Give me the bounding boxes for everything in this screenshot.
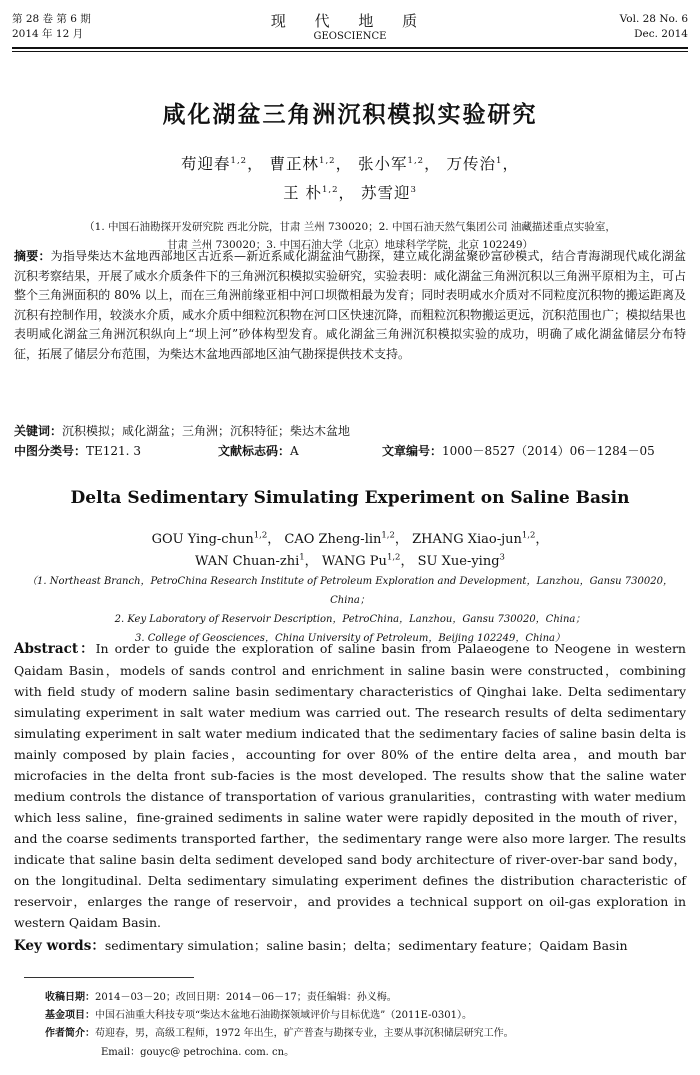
footnote-received xyxy=(45,989,680,1007)
author-affil-mark: 1 xyxy=(496,155,503,166)
header-volume-en: Vol. 28 No. 6 xyxy=(619,13,688,25)
header-date-cn: 2014 年 12 月 xyxy=(12,28,84,40)
author-separator: ， xyxy=(267,532,281,547)
header-rule-thin xyxy=(12,51,688,52)
author-name-en: WAN Chuan-zhi xyxy=(195,554,300,569)
abstract-en-text: In order to guide the exploration of saline basin from Palaeogene to Neogene in western Qaidam Basin，models of sands control and enrichment in saline basin were constructed，combining with field study of modern saline basin sedimentary characteristics of Qinghai lake. Delta sedimentary simulating experiment in salt water medium was carried out. The research results of delta sedimentary simulating experiment in salt water medium indicated that the sedimentary facies of saline basin delta is mainly composed by plain facies，accounting for over 80% of the entire delta area，and mouth bar microfacies in the delta front sub-facies is the most developed. The results show that the saline water medium controls the distance of transportation of various granularities，contrasting with water medium which less saline，fine-grained sediments in saline water were rapidly deposited in the mouth of river，and the coarse sediments transported farther，the sedimentary range were also more larger. The results indicate that saline basin delta sediment developed sand body architecture of river-over-bar sand body，on the longitudinal. Delta sedimentary simulating experiment defines the distribution characteristic of reservoir，enlarges the range of reservoir，and provides a technical support on oil-gas exploration in western Qaidam Basin. xyxy=(14,641,686,930)
clc-value: TE121. 3 xyxy=(86,444,141,458)
keywords-cn xyxy=(14,422,686,441)
doc-code-label: 文献标志码： xyxy=(218,444,291,458)
author-name-en: SU Xue-ying xyxy=(417,554,500,569)
author-affil-mark: 1,2 xyxy=(322,184,339,195)
author-separator: ， xyxy=(335,155,353,173)
author-separator: ， xyxy=(338,184,356,202)
author-separator: ， xyxy=(424,155,441,173)
author-name: 王 朴 xyxy=(283,184,322,202)
author-separator: ， xyxy=(502,155,519,173)
abstract-cn-label: 摘要： xyxy=(14,249,51,263)
footnote-received-label: 收稿日期： xyxy=(45,992,95,1003)
author-name: 苟迎春 xyxy=(181,155,231,173)
author-separator: ， xyxy=(247,155,264,173)
paper-title-cn: 咸化湖盆三角洲沉积模拟实验研究 xyxy=(162,102,538,128)
abstract-cn xyxy=(14,247,686,364)
author-name: 苏雪迎 xyxy=(360,184,411,202)
keywords-en-label: Key words： xyxy=(14,938,105,954)
document-code xyxy=(218,442,299,461)
journal-name-en: GEOSCIENCE xyxy=(313,31,387,42)
authors-en-line2 xyxy=(0,550,700,569)
header-volume-cn: 第 28 卷 第 6 期 xyxy=(12,13,91,25)
author-name-en: GOU Ying-chun xyxy=(151,532,254,547)
abstract-en-label: Abstract： xyxy=(14,641,96,657)
header-rule-thick xyxy=(12,47,688,49)
author-name: 张小军 xyxy=(358,155,408,173)
footnote-rule xyxy=(24,977,194,978)
keywords-cn-label: 关键词： xyxy=(14,424,63,438)
author-name-en: ZHANG Xiao-jun xyxy=(412,532,522,547)
author-name-en: WANG Pu xyxy=(321,554,387,569)
paper-title-en: Delta Sedimentary Simulating Experiment on Saline Basin xyxy=(70,488,630,508)
author-affil-mark: 1 xyxy=(299,552,305,563)
article-number xyxy=(382,442,655,461)
author-affil-mark: 1,2 xyxy=(407,155,425,166)
author-separator: ， xyxy=(535,532,549,547)
footnote-fund-text: 中国石油重大科技专项“柴达木盆地石油勘探领域评价与目标优选”（2011E-0301）。 xyxy=(95,1010,472,1021)
affiliation-cn-line: 甘肃 兰州 730020；3. 中国石油大学（北京）地球科学学院，北京 102249） xyxy=(166,239,534,251)
keywords-en xyxy=(14,935,686,957)
footnote-fund-label: 基金项目： xyxy=(45,1010,95,1021)
footnote-author xyxy=(45,1025,680,1043)
affiliation-cn-line: （1. 中国石油勘探开发研究院 西北分院，甘肃 兰州 730020；2. 中国石油天然气集团公司 油藏描述重点实验室， xyxy=(84,221,616,233)
affiliations-en xyxy=(10,572,690,648)
footnote-fund xyxy=(45,1007,680,1025)
header-date-en: Dec. 2014 xyxy=(634,28,688,40)
author-affil-mark: 3 xyxy=(499,552,505,563)
authors-cn-line2 xyxy=(0,181,700,203)
author-name: 万传治 xyxy=(446,155,497,173)
author-affil-mark: 3 xyxy=(410,184,417,195)
keywords-en-text: sedimentary simulation；saline basin；delta；sedimentary feature；Qaidam Basin xyxy=(104,938,628,953)
abstract-cn-text: 为指导柴达木盆地西部地区古近系—新近系咸化湖盆油气勘探，建立咸化湖盆聚砂富砂模式，结合青海湖现代咸化湖盆沉积考察结果，开展了咸水介质条件下的三角洲沉积模拟实验研究，实验表明：咸化湖盆三角洲沉积以三角洲平原相为主，可占整个三角洲面积的 80% 以上，而在三角洲前缘亚相中河口坝微相最为发育；同时表明咸水介质对不同粒度沉积物的搬运距离及沉积有控制作用，较淡水介质，咸水介质中细粒沉积物在河口区快速沉降，而粗粒沉积物搬运更远，沉积范围也广；模拟结果也表明咸化湖盆三角洲沉积纵向上“坝上河”砂体构型发育。咸化湖盆三角洲沉积模拟实验的成功，明确了咸化湖盆储层分布特征，拓展了储层分布范围，为柴达木盆地西部地区油气勘探提供技术支持。 xyxy=(14,249,687,361)
author-separator: ， xyxy=(304,554,318,569)
author-separator: ， xyxy=(400,554,414,569)
footnote-author-label: 作者简介： xyxy=(45,1028,95,1039)
abstract-en xyxy=(14,638,686,933)
footnote-email: Email：gouyc@ petrochina. com. cn。 xyxy=(101,1047,295,1058)
affiliation-en-line: 2. Key Laboratory of Reservoir Description，PetroChina，Lanzhou，Gansu 730020，China； xyxy=(114,614,586,625)
running-header xyxy=(12,12,688,52)
clc-number xyxy=(14,442,141,461)
keywords-cn-text: 沉积模拟；咸化湖盆；三角洲；沉积特征；柴达木盆地 xyxy=(62,424,351,438)
clc-label: 中图分类号： xyxy=(14,444,87,458)
author-affil-mark: 1,2 xyxy=(386,552,401,563)
author-affil-mark: 1,2 xyxy=(253,530,268,541)
footnote-author-text: 苟迎春，男，高级工程师，1972 年出生，矿产普查与勘探专业，主要从事沉积储层研究工作。 xyxy=(95,1028,514,1039)
affiliation-en-line: （1. Northeast Branch，PetroChina Research Institute of Petroleum Exploration and Development，Lanzhou，Gansu 730020，China； xyxy=(27,576,673,606)
author-name-en: CAO Zheng-lin xyxy=(284,532,382,547)
author-affil-mark: 1,2 xyxy=(521,530,536,541)
journal-name-cn: 现 代 地 质 xyxy=(270,12,430,30)
author-affil-mark: 1,2 xyxy=(319,155,336,166)
affiliation-en-line: 3. College of Geosciences，China University of Petroleum，Beijing 102249，China） xyxy=(134,633,566,644)
author-affil-mark: 1,2 xyxy=(381,530,395,541)
authors-en-line1 xyxy=(0,528,700,547)
classification-row xyxy=(14,442,686,461)
footnote-received-text: 2014－03－20；改回日期：2014－06－17；责任编辑：孙义梅。 xyxy=(95,992,397,1003)
article-number-value: 1000－8527（2014）06－1284－05 xyxy=(442,444,655,458)
header-journal xyxy=(12,12,688,44)
author-affil-mark: 1,2 xyxy=(230,155,248,166)
doc-code-value: A xyxy=(290,444,299,458)
author-separator: ， xyxy=(394,532,408,547)
article-number-label: 文章编号： xyxy=(382,444,443,458)
header-issue-en xyxy=(620,12,688,42)
authors-cn-line1 xyxy=(0,152,700,174)
author-name: 曹正林 xyxy=(269,155,320,173)
